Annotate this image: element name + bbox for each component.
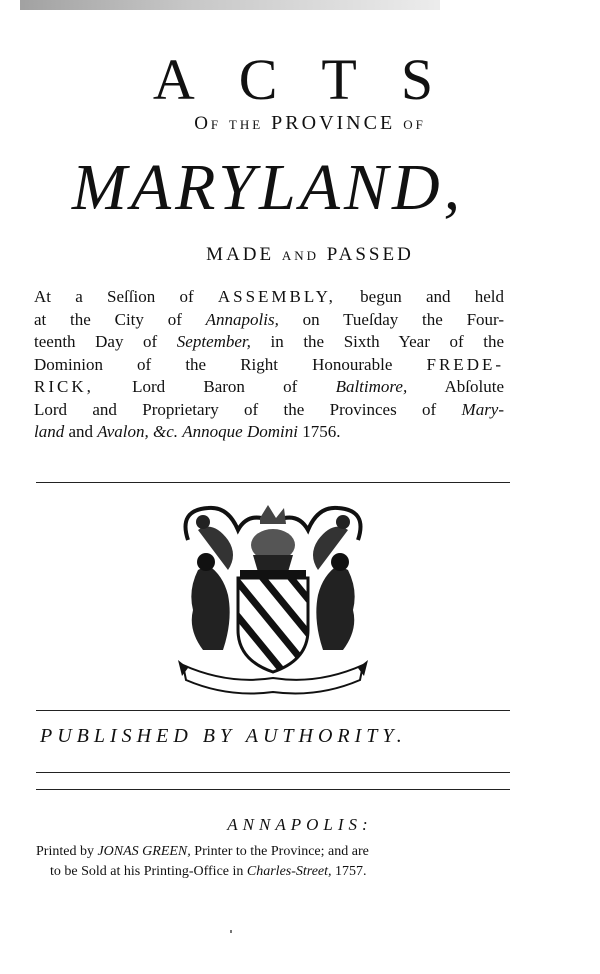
annapolis-text: Annapolis,	[205, 309, 279, 329]
of-text: of	[403, 113, 426, 134]
made-text: MADE	[206, 244, 275, 265]
imprint-text-segment: Printed by	[36, 844, 94, 859]
body-text-segment: At a Seſſion of	[34, 287, 194, 306]
of-the-text: Of the	[194, 113, 264, 134]
body-text-segment: Lord and Proprietary of the Provinces of	[34, 399, 437, 419]
double-rule-top	[36, 772, 510, 773]
etc-text: &c.	[153, 422, 179, 441]
avalon-text: Avalon,	[97, 422, 149, 441]
imprint-text-segment: Printer to the Province; and are	[194, 844, 369, 859]
title-maryland: MARYLAND,	[71, 151, 465, 224]
body-line-4	[34, 354, 504, 377]
page-edge-shadow	[20, 0, 440, 10]
assembly-text: ASSEMBLY,	[217, 287, 336, 306]
body-line-1	[34, 286, 504, 309]
body-text-segment: Abſolute	[444, 377, 504, 396]
session-description	[34, 286, 504, 444]
published-by-authority: PUBLISHED BY AUTHORITY.	[40, 725, 407, 747]
imprint-line-2	[36, 862, 516, 882]
maryland-text: Mary-	[461, 399, 505, 419]
imprint-line-1	[36, 842, 516, 862]
frederick-text-cont: RICK,	[34, 377, 94, 396]
and-text: and	[281, 244, 320, 264]
body-text-segment: and	[68, 422, 94, 441]
imprint-statement	[36, 842, 516, 882]
printer-name: JONAS GREEN,	[97, 844, 191, 859]
coat-of-arms-icon	[168, 500, 378, 700]
title-acts: ACTS	[152, 47, 478, 112]
body-text-segment: teenth Day of	[34, 332, 158, 351]
title-province-line	[0, 112, 600, 135]
body-text-segment: at the City of	[34, 309, 182, 329]
body-text-segment: Dominion of the Right Honourable	[34, 354, 393, 374]
body-text-segment: begun and held	[360, 287, 505, 306]
annoque-domini-text: Annoque Domini	[182, 422, 298, 441]
baltimore-text: Baltimore,	[335, 377, 408, 396]
divider-rule	[36, 482, 510, 483]
double-rule-bottom	[36, 789, 510, 790]
body-line-5	[34, 376, 504, 399]
body-text-segment: in the Sixth Year of the	[270, 332, 504, 351]
imprint-text-segment: to be Sold at his Printing-Office in	[50, 864, 244, 879]
divider-rule	[36, 710, 510, 711]
imprint-year: 1757.	[335, 864, 367, 879]
body-line-6	[34, 399, 504, 422]
year-text: 1756.	[302, 422, 341, 441]
body-line-3	[34, 331, 504, 354]
body-text-segment: on Tueſday the Four-	[302, 309, 505, 329]
body-line-7	[34, 421, 504, 444]
street-name: Charles-Street,	[246, 864, 332, 879]
september-text: September,	[176, 332, 251, 351]
passed-text: PASSED	[326, 244, 414, 265]
province-text: PROVINCE	[271, 112, 396, 134]
maryland-text-cont: land	[34, 422, 65, 441]
ink-speck	[230, 930, 232, 933]
imprint-place: ANNAPOLIS:	[227, 815, 373, 834]
frederick-text: FREDE-	[426, 354, 505, 374]
body-line-2	[34, 309, 504, 332]
body-text-segment: Lord Baron of	[132, 377, 298, 396]
made-and-passed-line	[0, 244, 600, 266]
